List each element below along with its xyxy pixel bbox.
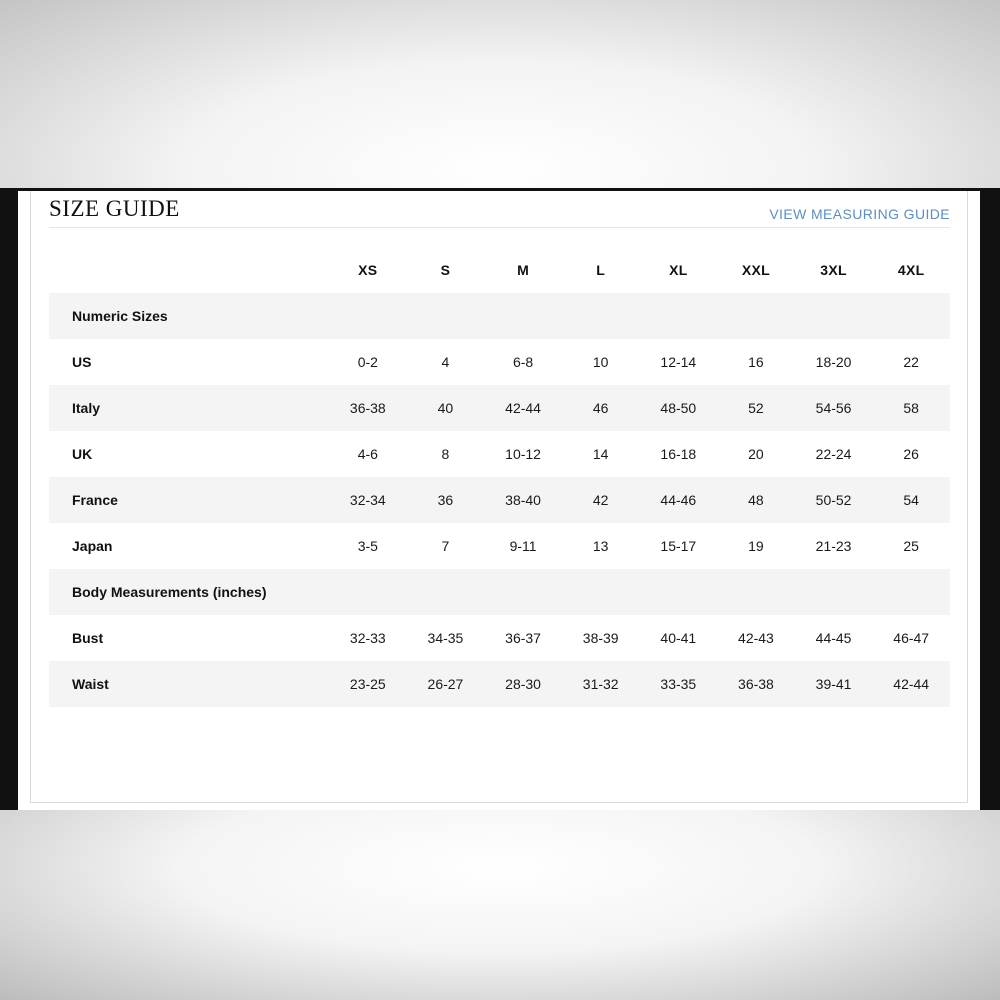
table-cell: 58: [872, 385, 950, 431]
table-row-waist: [49, 661, 950, 707]
table-row-us: [49, 339, 950, 385]
table-cell: 44-45: [815, 630, 852, 646]
table-cell: 36: [407, 477, 485, 523]
size-header-xs: XS: [358, 262, 378, 278]
table-cell: 42: [562, 477, 640, 523]
table-cell: 10: [592, 354, 609, 370]
table-cell: 0-2: [357, 354, 378, 370]
table-cell: 21-23: [815, 538, 852, 554]
table-cell: 36-38: [329, 385, 407, 431]
row-label: Japan: [72, 538, 113, 554]
row-label: Waist: [49, 661, 329, 707]
table-cell: 10-12: [505, 446, 541, 462]
row-label: UK: [72, 446, 93, 462]
table-cell: 6-8: [512, 354, 534, 370]
table-cell: 54: [872, 477, 950, 523]
page-title: SIZE GUIDE: [49, 196, 180, 221]
table-cell: 18-20: [815, 354, 852, 370]
table-cell: 42-43: [738, 630, 774, 646]
table-cell: 33-35: [640, 661, 718, 707]
table-cell: 31-32: [562, 661, 640, 707]
screenshot-frame: [0, 188, 1000, 810]
view-measuring-guide-link[interactable]: VIEW MEASURING GUIDE: [769, 206, 950, 222]
table-cell: 38-39: [582, 630, 619, 646]
table-cell: 42-44: [484, 385, 562, 431]
row-label: Bust: [72, 630, 104, 646]
table-row-italy: [49, 385, 950, 431]
section-row-body-measurements: [49, 569, 950, 615]
table-cell: 32-34: [329, 477, 407, 523]
table-cell: 16: [748, 354, 764, 370]
table-row-uk: [49, 431, 950, 477]
table-cell: 39-41: [795, 661, 873, 707]
size-header-m: M: [517, 262, 530, 278]
table-cell: 9-11: [509, 538, 537, 554]
table-cell: 22: [903, 354, 919, 370]
table-cell: 12-14: [660, 354, 697, 370]
table-cell: 40-41: [660, 630, 697, 646]
size-header-xl: XL: [669, 262, 688, 278]
table-cell: 13: [592, 538, 609, 554]
table-cell: 32-33: [349, 630, 386, 646]
row-label: US: [72, 354, 92, 370]
table-cell: 7: [441, 538, 450, 554]
size-header-4xl: 4XL: [897, 262, 925, 278]
table-cell: 25: [903, 538, 919, 554]
table-cell: 46: [562, 385, 640, 431]
table-cell: 26-27: [407, 661, 485, 707]
table-cell: 8: [441, 446, 450, 462]
table-cell: 36-38: [717, 661, 795, 707]
size-guide-panel: [18, 191, 980, 810]
table-cell: 22-24: [815, 446, 852, 462]
table-row-france: [49, 477, 950, 523]
table-cell: 34-35: [427, 630, 464, 646]
size-header-row: [49, 247, 950, 293]
table-cell: 50-52: [795, 477, 873, 523]
table-cell: 48: [717, 477, 795, 523]
table-cell: 48-50: [640, 385, 718, 431]
table-cell: 52: [717, 385, 795, 431]
title-divider: [49, 227, 950, 228]
table-cell: 4-6: [357, 446, 378, 462]
table-cell: 16-18: [660, 446, 697, 462]
section-row-numeric-sizes: [49, 293, 950, 339]
table-cell: 38-40: [484, 477, 562, 523]
section-title: Numeric Sizes: [49, 293, 950, 339]
table-cell: 46-47: [893, 630, 930, 646]
size-header-3xl: 3XL: [820, 262, 847, 278]
size-header-xxl: XXL: [741, 262, 770, 278]
table-cell: 40: [407, 385, 485, 431]
table-cell: 28-30: [484, 661, 562, 707]
table-cell: 20: [748, 446, 764, 462]
size-table: [49, 247, 950, 707]
table-cell: 54-56: [795, 385, 873, 431]
size-table-header: [49, 247, 950, 293]
row-label: Italy: [49, 385, 329, 431]
table-cell: 4: [441, 354, 450, 370]
header-empty-cell: [49, 247, 329, 293]
row-label: France: [49, 477, 329, 523]
table-row-bust: [49, 615, 950, 661]
table-cell: 36-37: [505, 630, 541, 646]
table-row-japan: [49, 523, 950, 569]
table-cell: 23-25: [329, 661, 407, 707]
screen-backdrop-bottom: [0, 810, 1000, 1000]
section-title: Body Measurements (inches): [49, 569, 950, 615]
size-header-l: L: [596, 262, 606, 278]
table-cell: 19: [748, 538, 764, 554]
screen-backdrop-top: [0, 0, 1000, 188]
table-cell: 44-46: [640, 477, 718, 523]
size-table-body: [49, 293, 950, 707]
table-cell: 14: [592, 446, 609, 462]
table-cell: 42-44: [872, 661, 950, 707]
size-header-s: S: [440, 262, 451, 278]
table-cell: 26: [903, 446, 919, 462]
table-cell: 3-5: [357, 538, 378, 554]
table-cell: 15-17: [660, 538, 697, 554]
